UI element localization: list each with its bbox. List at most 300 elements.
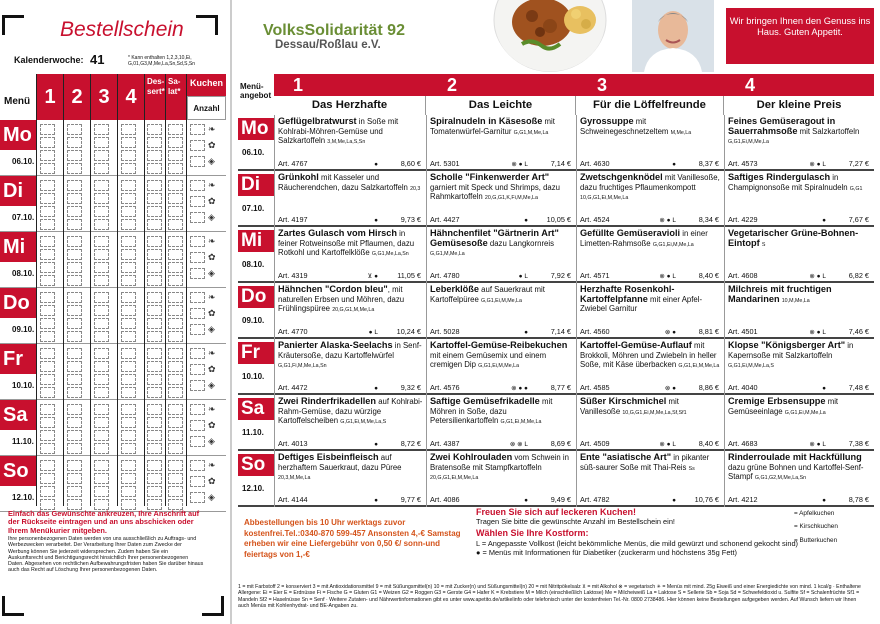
cake-qty-box[interactable] (190, 156, 205, 167)
cake-qty-box[interactable] (190, 212, 205, 223)
dish-cell[interactable] (426, 339, 576, 395)
order-checkbox[interactable] (121, 348, 136, 359)
order-checkbox[interactable] (40, 275, 55, 286)
cake-promo-subtitle: Tragen Sie bitte die gewünschte Anzahl im Bestellschein ein! (476, 517, 675, 527)
dish-name: Kartoffel-Gemüse-Auflauf (580, 340, 692, 350)
dish-cell[interactable] (426, 115, 576, 171)
order-checkbox[interactable] (40, 124, 55, 135)
order-checkbox[interactable] (94, 486, 109, 497)
order-checkbox[interactable] (67, 417, 82, 428)
order-checkbox[interactable] (121, 180, 136, 191)
order-checkbox[interactable] (94, 219, 109, 230)
cake-qty-box[interactable] (190, 180, 205, 191)
order-checkbox[interactable] (168, 473, 183, 484)
order-checkbox[interactable] (40, 262, 55, 273)
order-checkbox[interactable] (94, 163, 109, 174)
order-checkbox[interactable] (121, 417, 136, 428)
order-checkbox[interactable] (121, 305, 136, 316)
dish-name: Spiralnudeln in Käsesoße (430, 116, 543, 126)
order-checkbox[interactable] (67, 348, 82, 359)
order-checkbox[interactable] (67, 236, 82, 247)
order-checkbox[interactable] (121, 137, 136, 148)
order-checkbox[interactable] (168, 249, 183, 260)
dish-cell[interactable] (724, 395, 874, 451)
dish-price: 10,76 € (694, 495, 719, 504)
order-checkbox[interactable] (67, 206, 82, 217)
cake-qty-box[interactable] (190, 324, 205, 335)
dish-cell[interactable] (274, 115, 426, 171)
order-checkbox[interactable] (168, 460, 183, 471)
dish-price: 7,38 € (848, 439, 869, 448)
order-checkbox[interactable] (121, 443, 136, 454)
order-checkbox[interactable] (40, 150, 55, 161)
order-checkbox[interactable] (67, 249, 82, 260)
order-checkbox[interactable] (168, 443, 183, 454)
order-checkbox[interactable] (121, 163, 136, 174)
menu-day-date: 08.10. (242, 260, 265, 269)
order-checkbox[interactable] (168, 331, 183, 342)
order-checkbox[interactable] (94, 387, 109, 398)
dish-details: mit Vanillesoße (580, 397, 679, 416)
dish-allergens: M,Me,La (670, 129, 692, 136)
order-checkbox[interactable] (94, 292, 109, 303)
dish-cell[interactable] (426, 227, 576, 283)
order-checkbox[interactable] (40, 404, 55, 415)
cake-qty-box[interactable] (190, 308, 205, 319)
article-number: Art. 4573 (728, 159, 758, 168)
order-checkbox[interactable] (67, 137, 82, 148)
order-checkbox[interactable] (121, 292, 136, 303)
menu-day-date: 09.10. (242, 316, 265, 325)
dish-allergens: G,G1,M,Me,La (430, 251, 465, 258)
order-checkbox[interactable] (94, 361, 109, 372)
dish-cell[interactable] (426, 283, 576, 339)
dish-price: 8,40 € (698, 271, 719, 280)
order-instructions: Einfach das Gewünschte ankreuzen, Ihre Anschrift auf der Rückseite eintragen und an uns abschicken oder Ihrem Menükurier mitgeben. (8, 509, 200, 535)
order-checkbox[interactable] (67, 163, 82, 174)
col-header-2: 2 (64, 74, 90, 120)
dish-description (728, 173, 871, 194)
order-checkbox[interactable] (67, 460, 82, 471)
order-checkbox[interactable] (168, 348, 183, 359)
order-checkbox[interactable] (40, 249, 55, 260)
order-checkbox[interactable] (168, 236, 183, 247)
dish-allergens: 10,G,G1,Ei,M,Me,La,Sf,Sf1 (622, 409, 687, 416)
corner-mark (2, 15, 24, 35)
order-checkbox[interactable] (40, 180, 55, 191)
order-checkbox[interactable] (67, 361, 82, 372)
dish-name: Cremige Erbsensuppe (728, 396, 826, 406)
order-checkbox[interactable] (147, 262, 162, 273)
cake-qty-box[interactable] (190, 380, 205, 391)
diet-marks: ⊗ ● L (809, 441, 826, 448)
order-checkbox[interactable] (94, 193, 109, 204)
cake-qty-box[interactable] (190, 292, 205, 303)
order-checkbox[interactable] (168, 163, 183, 174)
cake-qty-box[interactable] (190, 268, 205, 279)
order-checkbox[interactable] (40, 460, 55, 471)
order-checkbox[interactable] (94, 137, 109, 148)
dish-cell[interactable] (274, 339, 426, 395)
apple-cake-icon: ❧ (208, 292, 216, 302)
order-checkbox[interactable] (121, 460, 136, 471)
order-checkbox[interactable] (40, 206, 55, 217)
order-checkbox[interactable] (94, 430, 109, 441)
dish-description (278, 285, 423, 316)
order-checkbox[interactable] (147, 443, 162, 454)
order-checkbox[interactable] (67, 318, 82, 329)
order-checkbox[interactable] (168, 374, 183, 385)
order-checkbox[interactable] (168, 193, 183, 204)
order-checkbox[interactable] (168, 417, 183, 428)
order-checkbox[interactable] (147, 430, 162, 441)
order-checkbox[interactable] (121, 318, 136, 329)
dish-price: 8,86 € (698, 383, 719, 392)
day-label: Do (0, 288, 36, 318)
order-checkbox[interactable] (67, 262, 82, 273)
grid-line (144, 74, 145, 506)
dish-cell[interactable] (724, 451, 874, 507)
dish-cell[interactable] (576, 339, 724, 395)
order-checkbox[interactable] (40, 387, 55, 398)
order-checkbox[interactable] (67, 331, 82, 342)
order-checkbox[interactable] (147, 150, 162, 161)
order-checkbox[interactable] (168, 180, 183, 191)
dish-description (728, 453, 871, 484)
col-header-4: 4 (118, 74, 144, 120)
order-checkbox[interactable] (147, 486, 162, 497)
menu-day-label: Fr (238, 342, 274, 364)
order-checkbox[interactable] (121, 361, 136, 372)
order-checkbox[interactable] (94, 150, 109, 161)
order-checkbox[interactable] (121, 486, 136, 497)
order-checkbox[interactable] (94, 206, 109, 217)
order-checkbox[interactable] (168, 305, 183, 316)
order-checkbox[interactable] (40, 236, 55, 247)
order-checkbox[interactable] (40, 486, 55, 497)
order-checkbox[interactable] (67, 443, 82, 454)
cake-legend (776, 510, 872, 544)
order-checkbox[interactable] (67, 219, 82, 230)
order-checkbox[interactable] (40, 443, 55, 454)
footer (238, 508, 874, 624)
dish-price: 7,48 € (848, 383, 869, 392)
order-checkbox[interactable] (121, 404, 136, 415)
menu-day-label: So (238, 454, 274, 476)
dish-details: mit einem Gemüsemix und einem cremigen Dip (430, 350, 547, 370)
order-checkbox[interactable] (147, 180, 162, 191)
day-date: 08.10. (12, 269, 35, 278)
order-checkbox[interactable] (94, 249, 109, 260)
dish-details: mit Kasseler und Räucherendchen, dazu Salzkartoffeln (278, 173, 408, 192)
cake-qty-box[interactable] (190, 196, 205, 207)
dish-name: Hähnchenfilet "Gärtnerin Art" Gemüsesoße (430, 228, 559, 248)
order-checkbox[interactable] (67, 275, 82, 286)
order-checkbox[interactable] (121, 473, 136, 484)
order-checkbox[interactable] (147, 473, 162, 484)
dish-cell[interactable] (724, 227, 874, 283)
cake-promo-title: Freuen Sie sich auf leckeren Kuchen! (476, 507, 637, 517)
order-checkbox[interactable] (168, 219, 183, 230)
order-checkbox[interactable] (94, 124, 109, 135)
order-checkbox[interactable] (168, 292, 183, 303)
order-checkbox[interactable] (94, 275, 109, 286)
order-checkbox[interactable] (40, 417, 55, 428)
article-number: Art. 4319 (278, 271, 308, 280)
order-checkbox[interactable] (121, 331, 136, 342)
order-checkbox[interactable] (121, 262, 136, 273)
order-checkbox[interactable] (147, 318, 162, 329)
dish-allergens: G,G1,Ei,M,Me,La (784, 409, 826, 416)
order-checkbox[interactable] (168, 430, 183, 441)
dish-cell[interactable] (724, 283, 874, 339)
col-4-title: Der kleine Preis (724, 96, 874, 115)
order-checkbox[interactable] (147, 206, 162, 217)
order-checkbox[interactable] (168, 150, 183, 161)
order-day-row (0, 232, 226, 288)
order-checkbox[interactable] (121, 249, 136, 260)
dish-cell[interactable] (724, 115, 874, 171)
cake-qty-box[interactable] (190, 404, 205, 415)
article-number: Art. 4040 (728, 383, 758, 392)
dish-cell[interactable] (426, 395, 576, 451)
apple-cake-icon: ❧ (208, 236, 216, 246)
order-checkbox[interactable] (147, 275, 162, 286)
order-checkbox[interactable] (121, 387, 136, 398)
order-checkbox[interactable] (94, 473, 109, 484)
menu-day-row (238, 115, 874, 171)
header-red-band (274, 74, 874, 96)
dish-details: , mit naturellen Erbsen und Möhren, dazu Frühlingspüree (278, 285, 405, 314)
dish-price: 7,14 € (550, 159, 571, 168)
order-checkbox[interactable] (94, 305, 109, 316)
order-checkbox[interactable] (94, 331, 109, 342)
order-checkbox[interactable] (67, 180, 82, 191)
cake-qty-box[interactable] (190, 476, 205, 487)
order-checkbox[interactable] (168, 404, 183, 415)
order-checkbox[interactable] (67, 124, 82, 135)
dish-price: 8,81 € (698, 327, 719, 336)
order-checkbox[interactable] (40, 348, 55, 359)
order-checkbox[interactable] (40, 305, 55, 316)
order-checkbox[interactable] (147, 249, 162, 260)
day-date: 06.10. (12, 157, 35, 166)
grid-line (117, 74, 118, 506)
dish-allergens: 20,G,G1,Ei,M,Me,La (430, 475, 479, 482)
cake-qty-box[interactable] (190, 236, 205, 247)
dish-name: Gyrossuppe (580, 116, 634, 126)
order-checkbox[interactable] (121, 193, 136, 204)
order-checkbox[interactable] (121, 236, 136, 247)
dish-allergens: 3,M,Me,La,S,Sn (327, 139, 366, 146)
apple-cake-icon: ❧ (208, 124, 216, 134)
order-checkbox[interactable] (168, 137, 183, 148)
order-checkbox[interactable] (40, 163, 55, 174)
order-checkbox[interactable] (67, 193, 82, 204)
order-checkbox[interactable] (67, 150, 82, 161)
dish-name: Zwei Rinderfrikadellen (278, 396, 377, 406)
article-number: Art. 4782 (580, 495, 610, 504)
article-number: Art. 4387 (430, 439, 460, 448)
order-checkbox[interactable] (94, 348, 109, 359)
order-checkbox[interactable] (40, 430, 55, 441)
order-checkbox[interactable] (40, 292, 55, 303)
order-checkbox[interactable] (147, 137, 162, 148)
cake-qty-box[interactable] (190, 492, 205, 503)
order-checkbox[interactable] (168, 361, 183, 372)
order-checkbox[interactable] (147, 292, 162, 303)
diet-marks: ● (524, 329, 528, 336)
menu-day-row (238, 451, 874, 507)
day-date: 12.10. (12, 493, 35, 502)
dish-description (728, 397, 871, 418)
cake-qty-box[interactable] (190, 252, 205, 263)
dish-name: Deftiges Eisbeinfleisch (278, 452, 379, 462)
diet-marks: ● (672, 497, 676, 504)
order-day-row (0, 400, 226, 456)
order-checkbox[interactable] (94, 262, 109, 273)
order-checkbox[interactable] (67, 387, 82, 398)
order-checkbox[interactable] (147, 361, 162, 372)
dish-details: auf herzhaftem Sauerkraut, dazu Püree (278, 453, 402, 472)
dish-cell[interactable] (274, 451, 426, 507)
dish-cell[interactable] (274, 227, 426, 283)
order-checkbox[interactable] (168, 318, 183, 329)
order-checkbox[interactable] (121, 219, 136, 230)
order-checkbox[interactable] (147, 331, 162, 342)
order-checkbox[interactable] (67, 292, 82, 303)
order-checkbox[interactable] (94, 236, 109, 247)
order-checkbox[interactable] (168, 486, 183, 497)
order-checkbox[interactable] (67, 473, 82, 484)
order-checkbox[interactable] (67, 374, 82, 385)
order-checkbox[interactable] (121, 150, 136, 161)
cake-qty-box[interactable] (190, 140, 205, 151)
order-checkbox[interactable] (147, 236, 162, 247)
order-checkbox[interactable] (40, 361, 55, 372)
grid-line (90, 74, 91, 506)
order-checkbox[interactable] (147, 219, 162, 230)
order-checkbox[interactable] (147, 348, 162, 359)
article-number: Art. 4576 (430, 383, 460, 392)
menu-day-row (238, 395, 874, 451)
order-checkbox[interactable] (67, 430, 82, 441)
order-checkbox[interactable] (168, 262, 183, 273)
dish-details: mit Schweinegeschnetzeltem (580, 117, 669, 136)
order-checkbox[interactable] (94, 374, 109, 385)
order-checkbox[interactable] (121, 206, 136, 217)
order-checkbox[interactable] (147, 387, 162, 398)
dish-cell[interactable] (724, 339, 874, 395)
diet-title: Wählen Sie Ihre Kostform: (476, 528, 589, 539)
dish-cell[interactable] (576, 451, 724, 507)
diet-marks: ● (374, 217, 378, 224)
dish-cell[interactable] (426, 451, 576, 507)
order-checkbox[interactable] (40, 473, 55, 484)
day-label: Mo (0, 120, 36, 150)
order-checkbox[interactable] (121, 124, 136, 135)
dish-cell[interactable] (576, 283, 724, 339)
butter-cake-icon: ◈ (208, 212, 215, 222)
dish-name: Zwetschgenknödel (580, 172, 663, 182)
order-checkbox[interactable] (147, 163, 162, 174)
dish-cell[interactable] (576, 395, 724, 451)
order-checkbox[interactable] (147, 305, 162, 316)
dish-description (728, 285, 871, 306)
order-checkbox[interactable] (168, 387, 183, 398)
dish-details: garniert mit Speck und Shrimps, dazu Rahmkartoffeln (430, 182, 561, 202)
order-checkbox[interactable] (94, 180, 109, 191)
order-checkbox[interactable] (147, 193, 162, 204)
order-checkbox[interactable] (40, 137, 55, 148)
order-checkbox[interactable] (67, 305, 82, 316)
cake-qty-box[interactable] (190, 436, 205, 447)
cake-qty-box[interactable] (190, 348, 205, 359)
article-number: Art. 5028 (430, 327, 460, 336)
order-checkbox[interactable] (121, 430, 136, 441)
cake-qty-box[interactable] (190, 364, 205, 375)
order-checkbox[interactable] (147, 404, 162, 415)
order-checkbox[interactable] (94, 460, 109, 471)
order-checkbox[interactable] (94, 443, 109, 454)
order-checkbox[interactable] (94, 318, 109, 329)
order-checkbox[interactable] (94, 404, 109, 415)
article-number: Art. 4229 (728, 215, 758, 224)
article-number: Art. 4144 (278, 495, 308, 504)
order-checkbox[interactable] (40, 219, 55, 230)
order-checkbox[interactable] (94, 417, 109, 428)
cake-qty-box[interactable] (190, 420, 205, 431)
apple-cake-icon: ❧ (208, 180, 216, 190)
menu-angebot-label: Menü-angebot (240, 82, 272, 100)
dish-cell[interactable] (274, 395, 426, 451)
order-checkbox[interactable] (121, 374, 136, 385)
article-number: Art. 4608 (728, 271, 758, 280)
dish-cell[interactable] (724, 171, 874, 227)
article-number: Art. 4086 (430, 495, 460, 504)
dish-cell[interactable] (576, 171, 724, 227)
dish-cell[interactable] (576, 227, 724, 283)
dish-details: mit Gemüseeinlage (728, 397, 839, 416)
cake-qty-box[interactable] (190, 124, 205, 135)
order-checkbox[interactable] (147, 417, 162, 428)
cake-qty-box[interactable] (190, 460, 205, 471)
butter-cake-icon: ◈ (208, 492, 215, 502)
order-checkbox[interactable] (121, 275, 136, 286)
order-checkbox[interactable] (147, 460, 162, 471)
dish-price: 8,72 € (400, 439, 421, 448)
order-checkbox[interactable] (168, 275, 183, 286)
dish-allergens: 10,G,G1,Ei,M,Me,La (580, 195, 629, 202)
order-checkbox[interactable] (67, 404, 82, 415)
order-checkbox[interactable] (67, 486, 82, 497)
dish-cell[interactable] (274, 283, 426, 339)
order-checkbox[interactable] (147, 124, 162, 135)
dish-cell[interactable] (274, 171, 426, 227)
cherry-cake-icon: ✿ (208, 196, 216, 206)
diet-marks: ⊗ ● L (659, 217, 676, 224)
dish-cell[interactable] (576, 115, 724, 171)
dish-cell[interactable] (426, 171, 576, 227)
order-checkbox[interactable] (147, 374, 162, 385)
order-checkbox[interactable] (168, 124, 183, 135)
order-checkbox[interactable] (40, 193, 55, 204)
order-checkbox[interactable] (40, 374, 55, 385)
order-checkbox[interactable] (168, 206, 183, 217)
order-checkbox[interactable] (40, 318, 55, 329)
order-day-row (0, 344, 226, 400)
order-checkbox[interactable] (40, 331, 55, 342)
